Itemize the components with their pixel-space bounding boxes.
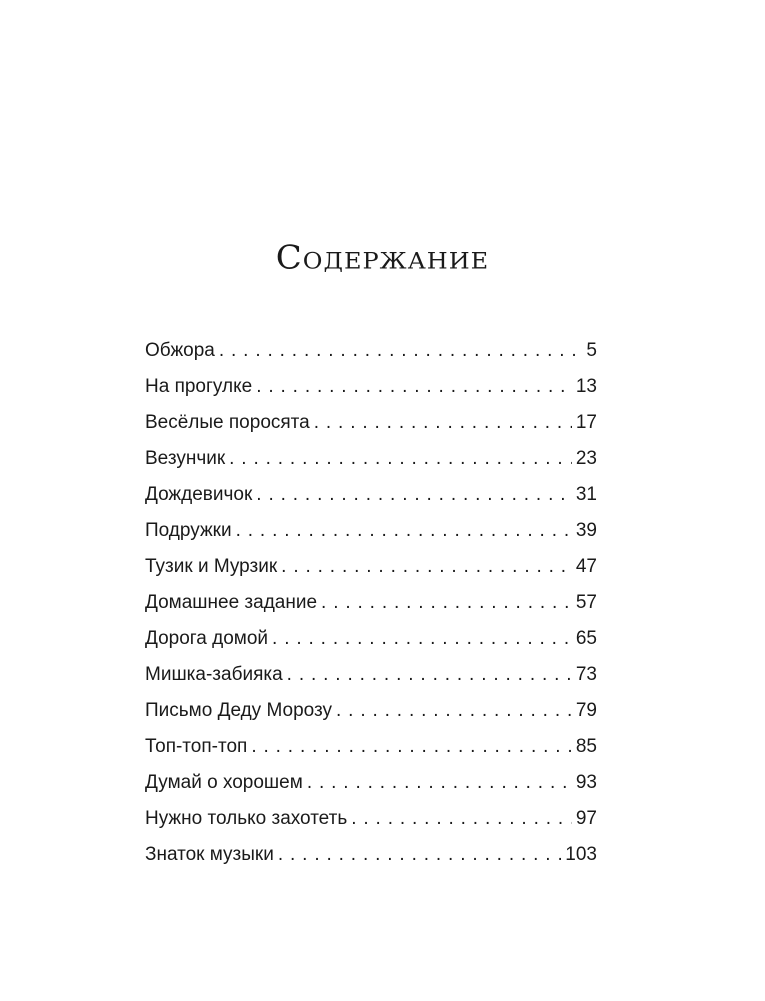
toc-entry-title: Весёлые поросята — [145, 412, 310, 433]
toc-entry — [145, 844, 597, 880]
toc-entry-title: На прогулке — [145, 376, 253, 397]
toc-entry-title: Подружки — [145, 520, 232, 541]
toc-entry-title: Топ-топ-топ — [145, 736, 248, 757]
toc-entry-page: 39 — [575, 520, 597, 541]
toc-entry-title: Везунчик — [145, 448, 226, 469]
toc-entry-title: Тузик и Мурзик — [145, 556, 278, 577]
toc-entry — [145, 772, 597, 808]
toc-entry-page: 5 — [586, 340, 597, 361]
dot-leader — [251, 736, 572, 758]
dot-leader — [307, 772, 572, 794]
dot-leader — [256, 484, 572, 506]
dot-leader — [281, 556, 572, 578]
toc-entry-page: 85 — [575, 736, 597, 757]
toc-entry-title: Мишка-забияка — [145, 664, 283, 685]
toc-entry-title: Думай о хорошем — [145, 772, 303, 793]
dot-leader — [351, 808, 572, 830]
toc-entry-title: Дорога домой — [145, 628, 269, 649]
dot-leader — [256, 376, 572, 398]
toc-entry-title: Домашнее задание — [145, 592, 318, 613]
toc-entry-page: 93 — [575, 772, 597, 793]
toc-entry-page: 47 — [575, 556, 597, 577]
toc-entry-page: 57 — [575, 592, 597, 613]
toc-entry — [145, 700, 597, 736]
toc-entry — [145, 592, 597, 628]
dot-leader — [272, 628, 572, 650]
toc-entry — [145, 664, 597, 700]
dot-leader — [278, 844, 561, 866]
toc-entry — [145, 556, 597, 592]
toc-entry-page: 79 — [575, 700, 597, 721]
dot-leader — [219, 340, 583, 362]
toc-entry-title: Обжора — [145, 340, 215, 361]
dot-leader — [321, 592, 572, 614]
toc-entry-title: Письмо Деду Морозу — [145, 700, 332, 721]
toc-entry-title: Знаток музыки — [145, 844, 274, 865]
toc-entry-page: 17 — [575, 412, 597, 433]
toc-entry — [145, 628, 597, 664]
dot-leader — [314, 412, 572, 434]
toc-entry — [145, 808, 597, 844]
toc-entry-page: 23 — [575, 448, 597, 469]
toc-entry-title: Нужно только захотеть — [145, 808, 348, 829]
toc-entry-page: 97 — [575, 808, 597, 829]
toc-entry-page: 65 — [575, 628, 597, 649]
dot-leader — [229, 448, 572, 470]
table-of-contents — [145, 340, 597, 880]
toc-entry-page: 73 — [575, 664, 597, 685]
page-title: Содержание — [275, 239, 490, 277]
toc-entry — [145, 376, 597, 412]
toc-entry-page: 31 — [575, 484, 597, 505]
toc-entry-page: 13 — [575, 376, 597, 397]
toc-entry — [145, 340, 597, 376]
toc-entry — [145, 736, 597, 772]
toc-entry — [145, 520, 597, 556]
toc-entry — [145, 412, 597, 448]
dot-leader — [236, 520, 572, 542]
dot-leader — [336, 700, 572, 722]
toc-entry — [145, 448, 597, 484]
toc-entry-title: Дождевичок — [145, 484, 253, 505]
dot-leader — [287, 664, 572, 686]
toc-entry-page: 103 — [565, 844, 597, 865]
toc-entry — [145, 484, 597, 520]
